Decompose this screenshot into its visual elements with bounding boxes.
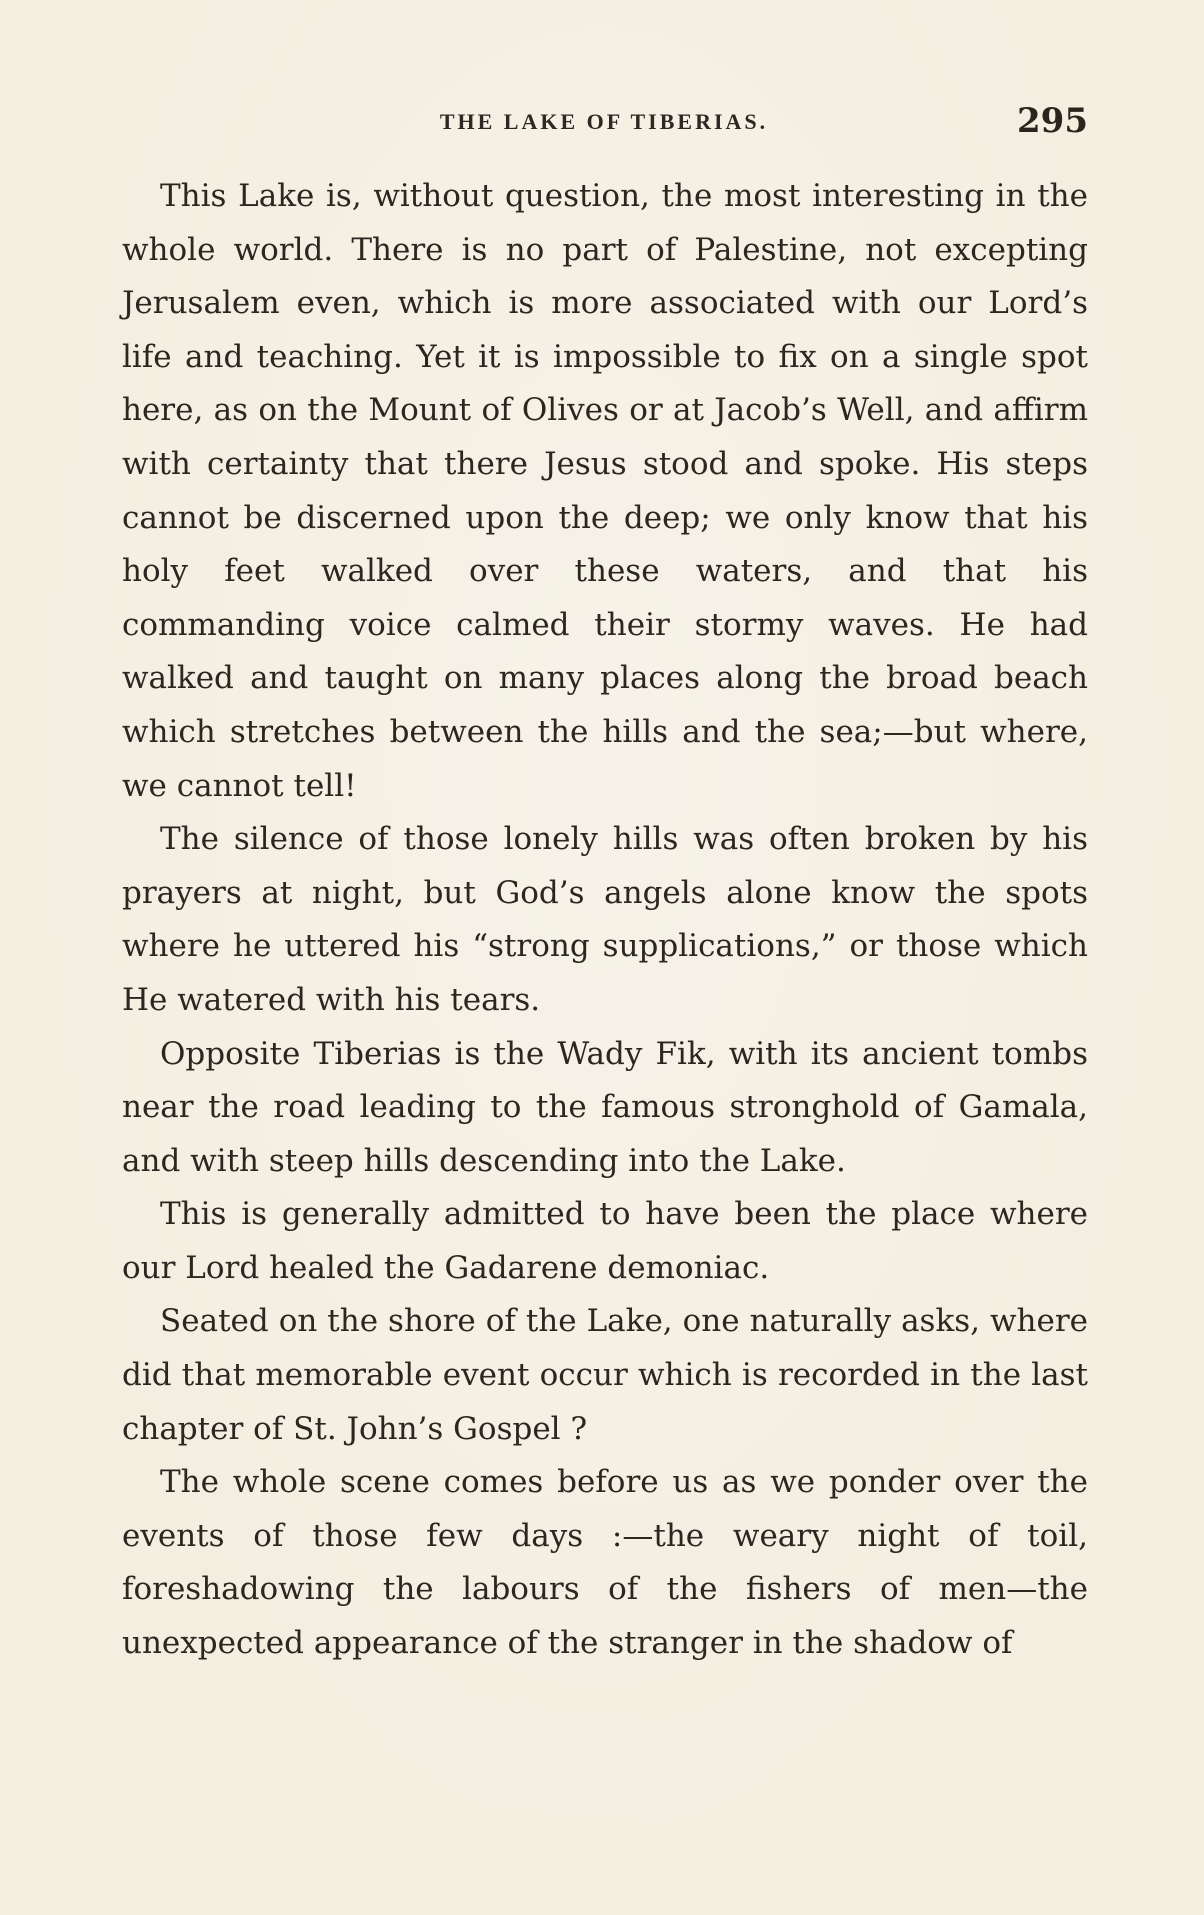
running-head: [120, 101, 1088, 141]
paragraph-5: Seated on the shore of the Lake, one naturally asks, where did that memorable event occur which is recorded in the last chapter of St. John’s Gospel ?: [122, 1303, 1088, 1447]
paragraph-6: The whole scene comes before us as we ponder over the events of those few days :—the weary night of toil, foreshadowing the labours of the fishers of men—the unexpected appearance of the stranger in the shadow of: [122, 1464, 1088, 1662]
page-number: 295: [1017, 101, 1088, 141]
paragraph-1: This Lake is, without question, the most interesting in the whole world. There is no part of Palestine, not excepting Jerusalem even, which is more associated with our Lord’s life and teaching. Yet it is impossible to fix on a single spot here, as on the Mount of Olives or at Jacob’s Well, and affirm with certainty that there Jesus stood and spoke. His steps cannot be discerned upon the deep; we only know that his holy feet walked over these waters, and that his commanding voice calmed their stormy waves. He had walked and taught on many places along the broad beach which stretches between the hills and the sea;—but where, we cannot tell!: [122, 178, 1088, 804]
paragraph-2: The silence of those lonely hills was often broken by his prayers at night, but God’s angels alone know the spots where he uttered his “strong supplications,” or those which He watered with his tears.: [122, 821, 1088, 1018]
running-title: THE LAKE OF TIBERIAS.: [439, 109, 769, 134]
paragraph-3: Opposite Tiberias is the Wady Fik, with its ancient tombs near the road leading to the famous stronghold of Gamala, and with steep hills descending into the Lake.: [122, 1035, 1088, 1179]
paragraph-4: This is generally admitted to have been the place where our Lord healed the Gadarene demoniac.: [122, 1196, 1088, 1286]
body-text: [122, 170, 1088, 1671]
